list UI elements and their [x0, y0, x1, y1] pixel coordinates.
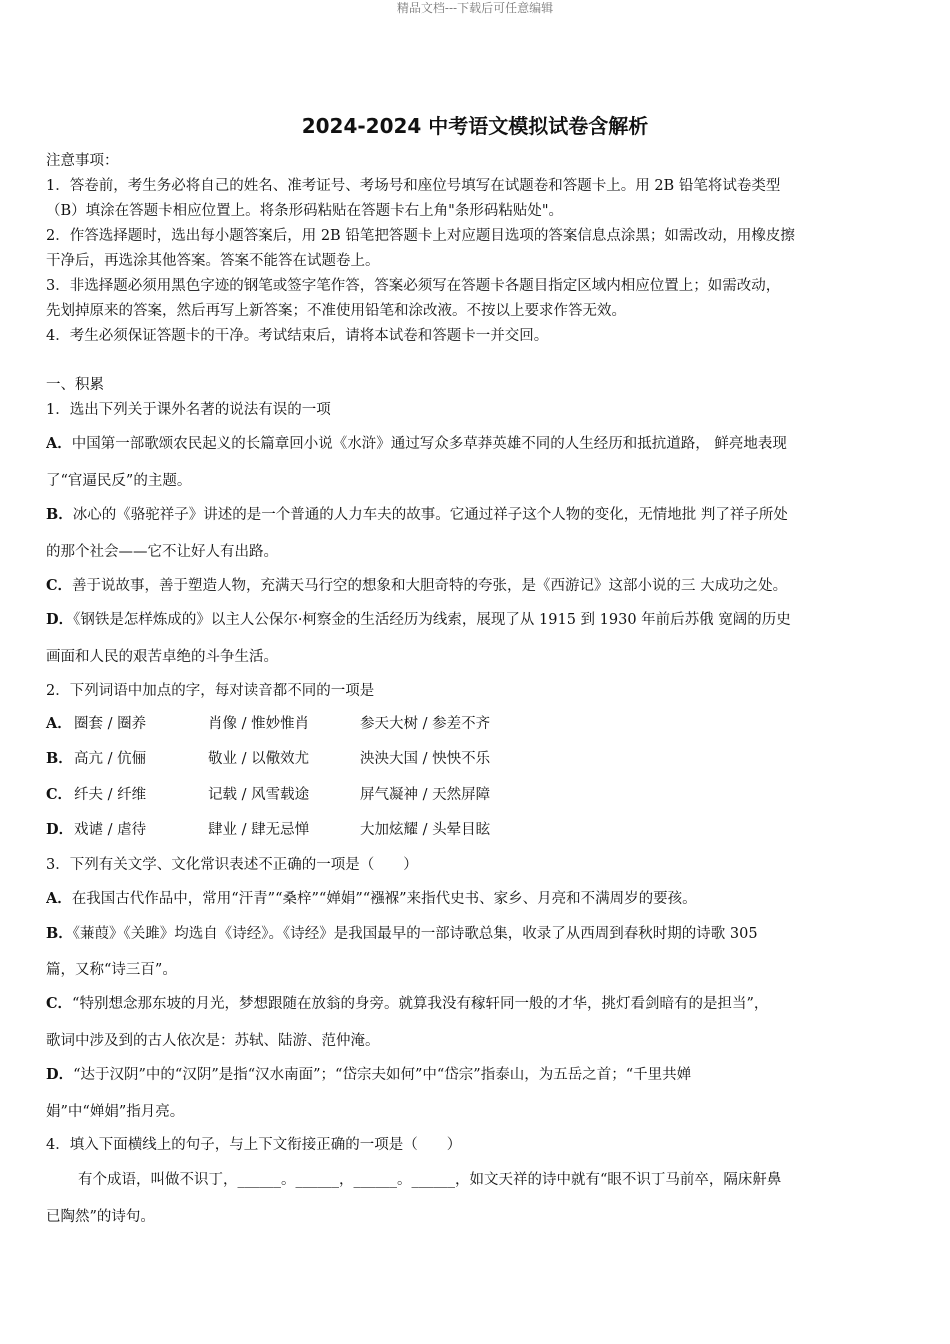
q1-option-d-cont: 画面和人民的艰苦卓绝的斗争生活。	[46, 649, 278, 665]
q3-option-c-cont: 歌词中涉及到的古人依次是：苏轼、陆游、范仲淹。	[46, 1033, 380, 1049]
notice-line: 2．作答选择题时，选出每小题答案后，用 2B 铅笔把答题卡上对应题目选项的答案信息点涂黑；如需改动，用橡皮擦	[46, 228, 795, 244]
option-label: B．	[46, 925, 73, 942]
option-label: D．	[46, 821, 74, 838]
word-pair: 戏谑 / 虐待	[74, 822, 147, 838]
word-pair: 纤夫 / 纤维	[74, 787, 147, 803]
option-label: C．	[46, 995, 73, 1012]
q4-passage: 有个成语，叫做不识丁，______。______，______。______，如文天祥的诗中就有“眼不识丁马前卒，隔床鼾鼻	[78, 1172, 782, 1188]
word-pair: 屏气凝神 / 天然屏障	[360, 787, 491, 803]
page-title: 2024-2024 中考语文模拟试卷含解析	[301, 114, 649, 138]
q4-passage-cont: 已陶然”的诗句。	[46, 1209, 155, 1225]
q1-option-c	[46, 575, 908, 597]
word-pair: 大加炫耀 / 头晕目眩	[360, 822, 491, 838]
q3-option-c	[46, 993, 908, 1015]
option-label: A．	[46, 715, 72, 732]
word-pair: 圈套 / 圈养	[74, 716, 147, 732]
option-label: A．	[46, 435, 72, 452]
word-pair: 肆业 / 肆无忌惮	[208, 822, 310, 838]
header-note: 精品文档---下载后可任意编辑	[396, 1, 554, 15]
notice-line: 1．答卷前，考生务必将自己的姓名、准考证号、考场号和座位号填写在试题卷和答题卡上。用 2B 铅笔将试卷类型	[46, 178, 781, 194]
notice-line: 3．非选择题必须用黑色字迹的钢笔或签字笔作答，答案必须写在答题卡各题目指定区域内相应位置上；如需改动，	[46, 278, 781, 294]
q1-option-a	[46, 433, 908, 455]
option-label: B．	[46, 506, 73, 523]
option-label: D．	[46, 611, 74, 628]
option-label: A．	[46, 890, 72, 907]
word-pair: 高亢 / 伉俪	[74, 751, 147, 767]
q3-option-b-cont: 篇，又称“诗三百”。	[46, 962, 177, 978]
section-heading: 一、积累	[46, 377, 104, 393]
q3-option-b	[46, 923, 908, 945]
q3-option-a	[46, 888, 908, 910]
option-text: 中国第一部歌颂农民起义的长篇章回小说《水浒》通过写众多草莽英雄不同的人生经历和抵抗道路， 鲜亮地表现	[71, 436, 787, 452]
option-label: C．	[46, 577, 73, 594]
q1-option-b-cont: 的那个社会——它不让好人有出路。	[46, 544, 278, 560]
word-pair: 参天大树 / 参差不齐	[360, 716, 491, 732]
question-4-stem: 4．填入下面横线上的句子，与上下文衔接正确的一项是（ ）	[46, 1137, 462, 1153]
option-label: C．	[46, 786, 73, 803]
option-text: “特别想念那东坡的月光，梦想跟随在放翁的身旁。就算我没有稼轩同一般的才华，挑灯看剑暗有的是担当”，	[72, 996, 769, 1012]
notice-line: 干净后，再选涂其他答案。答案不能答在试题卷上。	[46, 253, 380, 269]
notice-line: 先划掉原来的答案，然后再写上新答案；不准使用铅笔和涂改液。不按以上要求作答无效。	[46, 303, 626, 319]
option-label: D．	[46, 1066, 74, 1083]
notice-line: （B）填涂在答题卡相应位置上。将条形码粘贴在答题卡右上角"条形码粘贴处"。	[46, 203, 563, 219]
option-text: 《钢铁是怎样炼成的》以主人公保尔·柯察金的生活经历为线索，展现了从 1915 到 1930 年前后苏俄 宽阔的历史	[73, 612, 791, 628]
option-text: 善于说故事，善于塑造人物，充满天马行空的想象和大胆奇特的夸张，是《西游记》这部小说的三 大成功之处。	[72, 578, 788, 594]
question-3-stem: 3．下列有关文学、文化常识表述不正确的一项是（ ）	[46, 857, 418, 873]
question-1-stem: 1．选出下列关于课外名著的说法有误的一项	[46, 402, 331, 418]
option-text: 在我国古代作品中，常用“汗青”“桑梓”“婵娟”“襁褓”来指代史书、家乡、月亮和不满周岁的要孩。	[71, 891, 697, 907]
option-text: “达于汉阴”中的“汉阴”是指“汉水南面”；“岱宗夫如何”中“岱宗”指泰山，为五岳之首；“千里共婵	[73, 1067, 692, 1083]
notice-heading: 注意事项：	[46, 153, 119, 169]
option-text: 冰心的《骆驼祥子》讲述的是一个普通的人力车夫的故事。它通过祥子这个人物的变化，无情地批 判了祥子所处	[72, 507, 788, 523]
q3-option-d	[46, 1064, 908, 1086]
q1-option-b	[46, 504, 908, 526]
q1-option-d	[46, 609, 908, 631]
notice-line: 4．考生必须保证答题卡的干净。考试结束后，请将本试卷和答题卡一并交回。	[46, 328, 549, 344]
word-pair: 记载 / 风雪载途	[208, 787, 310, 803]
word-pair: 敬业 / 以儆效尤	[208, 751, 310, 767]
option-text: 《蒹葭》《关雎》均选自《诗经》。《诗经》是我国最早的一部诗歌总集，收录了从西周到春秋时期的诗歌 305	[72, 926, 758, 942]
word-pair: 泱泱大国 / 怏怏不乐	[360, 751, 491, 767]
option-label: B．	[46, 750, 73, 767]
q1-option-a-cont: 了“官逼民反”的主题。	[46, 473, 192, 489]
question-2-stem: 2．下列词语中加点的字，每对读音都不同的一项是	[46, 683, 375, 699]
q3-option-d-cont: 娟”中“婵娟”指月亮。	[46, 1104, 185, 1120]
word-pair: 肖像 / 惟妙惟肖	[208, 716, 310, 732]
